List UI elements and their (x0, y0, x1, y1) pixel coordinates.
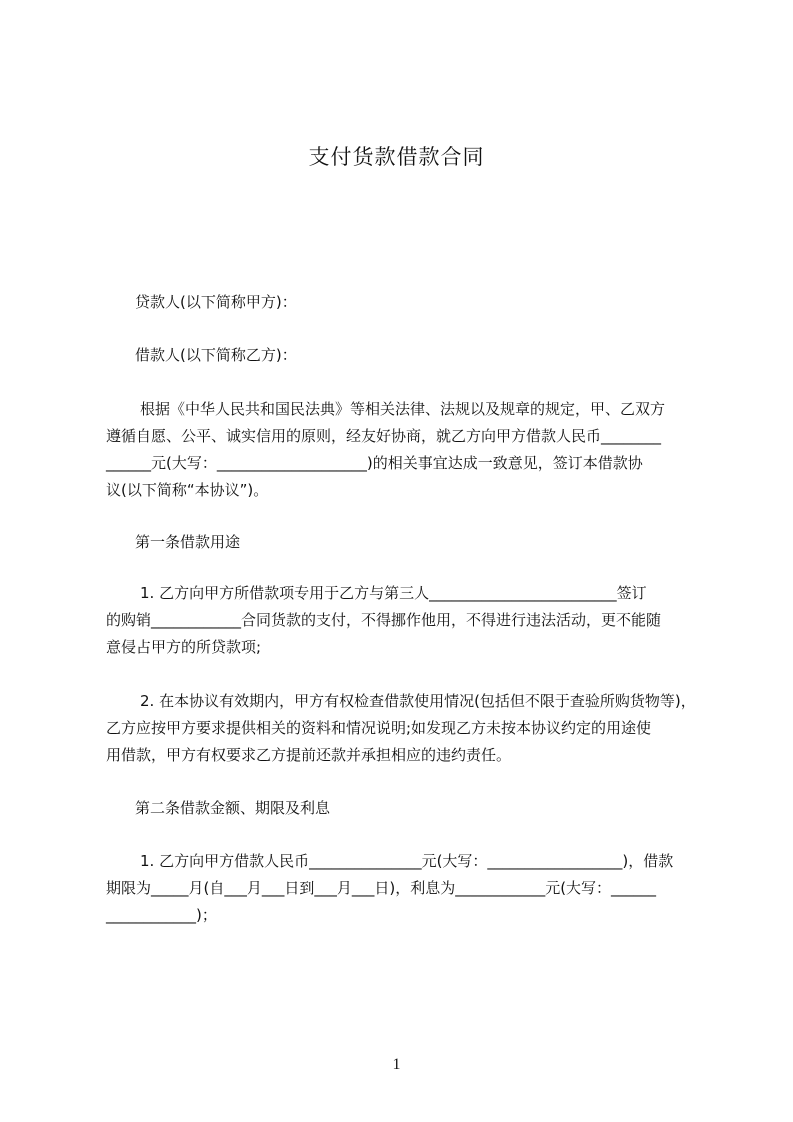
lender-line: 贷款人(以下简称甲方)： (135, 293, 297, 311)
paragraph-line: 用借款，甲方有权要求乙方提前还款并承担相应的违约责任。 (106, 746, 512, 764)
paragraph-line: 的购销____________合同货款的支付，不得挪作他用，不得进行违法活动，更不能随 (106, 611, 662, 629)
paragraph-line: 遵循自愿、公平、诚实信用的原则，经友好协商，就乙方向甲方借款人民币________ (106, 427, 662, 445)
paragraph-line: 1. 乙方向甲方所借款项专用于乙方与第三人_________________________签订 (140, 584, 647, 602)
article1-heading: 第一条借款用途 (135, 533, 241, 551)
document-title: 支付货款借款合同 (308, 145, 485, 169)
paragraph-line: 意侵占甲方的所贷款项; (106, 638, 262, 656)
paragraph-line: 议(以下简称“本协议”)。 (106, 481, 269, 499)
paragraph-line: ______元(大写：____________________)的相关事宜达成一致意见，签订本借款协 (106, 454, 643, 472)
paragraph-line: 期限为_____月(自___月___日到___月___日)，利息为____________元(大写：______ (106, 879, 657, 897)
paragraph-line: 1. 乙方向甲方借款人民币_______________元(大写：__________________)，借款 (140, 852, 674, 870)
page-number: 1 (392, 1056, 401, 1073)
borrower-line: 借款人(以下简称乙方)： (135, 346, 297, 364)
article2-heading: 第二条借款金额、期限及利息 (135, 799, 331, 817)
paragraph-line: 2. 在本协议有效期内，甲方有权检查借款使用情况(包括但不限于查验所购货物等)， (140, 692, 696, 710)
paragraph-line: 乙方应按甲方要求提供相关的资料和情况说明;如发现乙方未按本协议约定的用途使 (106, 719, 652, 737)
paragraph-line: 根据《中华人民共和国民法典》等相关法律、法规以及规章的规定，甲、乙双方 (140, 400, 666, 418)
paragraph-line: ____________)； (106, 906, 217, 924)
